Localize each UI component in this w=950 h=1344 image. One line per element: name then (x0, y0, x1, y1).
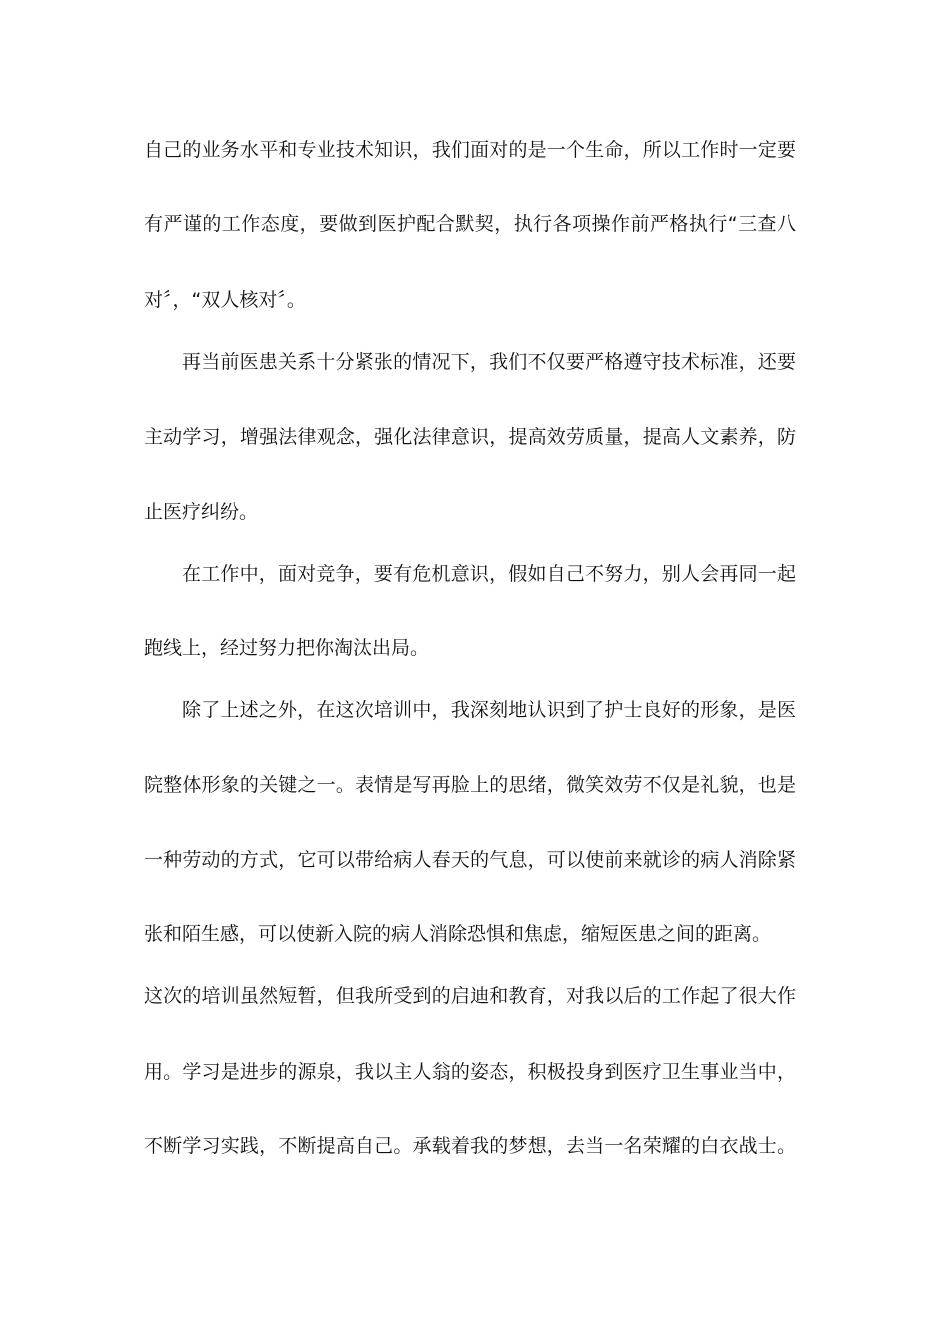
text-line: 院整体形象的关键之一。表情是写再脸上的思绪，微笑效劳不仅是礼貌，也是 (144, 774, 796, 796)
text-line: 有严谨的工作态度，要做到医护配合默契，执行各项操作前严格执行“三查八 (144, 213, 796, 235)
text-line: 止医疗纠纷。 (144, 501, 259, 523)
text-line: 对〞，“双人核对〞。 (144, 289, 306, 311)
paragraph-first-line: 除了上述之外，在这次培训中，我深刻地认识到了护士良好的形象，是医 (182, 699, 796, 721)
text-line: 一种劳动的方式，它可以带给病人春天的气息，可以使前来就诊的病人消除紧 (144, 849, 796, 871)
text-line: 张和陌生感，可以使新入院的病人消除恐惧和焦虑，缩短医患之间的距离。 (144, 923, 772, 945)
text-line: 主动学习，增强法律观念，强化法律意识，提高效劳质量，提高人文素养，防 (144, 426, 796, 448)
text-line: 跑线上，经过努力把你淘汰出局。 (144, 637, 430, 659)
text-line: 不断学习实践，不断提高自己。承载着我的梦想，去当一名荣耀的白衣战士。 (144, 1135, 796, 1157)
text-line: 自己的业务水平和专业技术知识，我们面对的是一个生命，所以工作时一定要 (144, 139, 796, 161)
paragraph-first-line: 在工作中，面对竞争，要有危机意识，假如自己不努力，别人会再同一起 (182, 563, 796, 585)
text-line: 这次的培训虽然短暂，但我所受到的启迪和教育，对我以后的工作起了很大作 (144, 985, 796, 1007)
text-line: 用。学习是进步的源泉，我以主人翁的姿态，积极投身到医疗卫生事业当中， (144, 1061, 796, 1083)
paragraph-first-line: 再当前医患关系十分紧张的情况下，我们不仅要严格遵守技术标准，还要 (182, 351, 796, 373)
